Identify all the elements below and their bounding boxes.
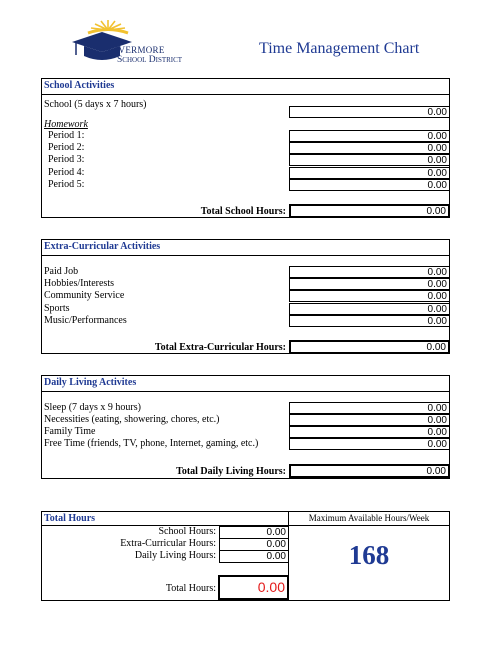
page-title: Time Management Chart	[259, 40, 420, 57]
section-heading: School Activities	[42, 79, 449, 95]
period-4-label: Period 4:	[48, 167, 85, 178]
total-hours-section	[41, 511, 450, 601]
period-5-label: Period 5:	[48, 179, 85, 190]
section-heading: Extra-Curricular Activities	[42, 240, 449, 256]
period-3-field[interactable]: 0.00	[289, 154, 450, 166]
paid-job-label: Paid Job	[44, 266, 79, 277]
free-time-label: Free Time (friends, TV, phone, Internet, gaming, etc.)	[44, 438, 259, 449]
extra-hours-label: Extra-Curricular Hours:	[120, 538, 216, 549]
necessities-label: Necessities (eating, showering, chores, etc.)	[44, 414, 220, 425]
school-activities-section	[41, 78, 450, 218]
school-hours-field[interactable]: 0.00	[289, 106, 450, 118]
school-label: School (5 days x 7 hours)	[44, 99, 147, 110]
grand-total-value: 0.00	[218, 575, 289, 600]
period-5-field[interactable]: 0.00	[289, 179, 450, 191]
living-hours-label: Daily Living Hours:	[134, 550, 216, 561]
section-heading: Daily Living Activites	[42, 376, 449, 392]
total-extra-field: 0.00	[289, 340, 450, 354]
grand-total-label: Total Hours:	[165, 583, 216, 594]
family-time-field[interactable]: 0.00	[289, 426, 450, 438]
period-2-field[interactable]: 0.00	[289, 142, 450, 154]
community-service-field[interactable]: 0.00	[289, 290, 450, 302]
necessities-field[interactable]: 0.00	[289, 414, 450, 426]
homework-label: Homework	[44, 119, 88, 130]
period-4-field[interactable]: 0.00	[289, 167, 450, 179]
section-heading: Total Hours	[42, 512, 288, 526]
paid-job-field[interactable]: 0.00	[289, 266, 450, 278]
period-2-label: Period 2:	[48, 142, 85, 153]
music-label: Music/Performances	[44, 315, 127, 326]
living-hours-total: 0.00	[219, 550, 289, 563]
period-1-field[interactable]: 0.00	[289, 130, 450, 142]
period-1-label: Period 1:	[48, 130, 85, 141]
logo-line2: School District	[117, 55, 183, 65]
total-school-field: 0.00	[289, 204, 450, 218]
extra-hours-total: 0.00	[219, 538, 289, 551]
free-time-field[interactable]: 0.00	[289, 438, 450, 450]
sports-label: Sports	[44, 303, 70, 314]
period-3-label: Period 3:	[48, 154, 85, 165]
total-living-label: Total Daily Living Hours:	[176, 466, 286, 477]
daily-living-section	[41, 375, 450, 479]
sleep-field[interactable]: 0.00	[289, 402, 450, 414]
school-hours-label: School Hours:	[158, 526, 216, 537]
school-hours-total: 0.00	[219, 526, 289, 539]
max-hours-value: 168	[348, 540, 390, 570]
total-school-label: Total School Hours:	[200, 206, 286, 217]
logo-line1: Livermore	[107, 41, 165, 56]
community-service-label: Community Service	[44, 290, 125, 301]
hobbies-label: Hobbies/Interests	[44, 278, 114, 289]
extra-curricular-section	[41, 239, 450, 354]
sleep-label: Sleep (7 days x 9 hours)	[44, 402, 141, 413]
total-extra-label: Total Extra-Curricular Hours:	[154, 342, 286, 353]
sports-field[interactable]: 0.00	[289, 303, 450, 315]
max-hours-label: Maximum Available Hours/Week	[289, 512, 449, 526]
hobbies-field[interactable]: 0.00	[289, 278, 450, 290]
family-time-label: Family Time	[44, 426, 96, 437]
music-field[interactable]: 0.00	[289, 315, 450, 327]
total-living-field: 0.00	[289, 464, 450, 478]
